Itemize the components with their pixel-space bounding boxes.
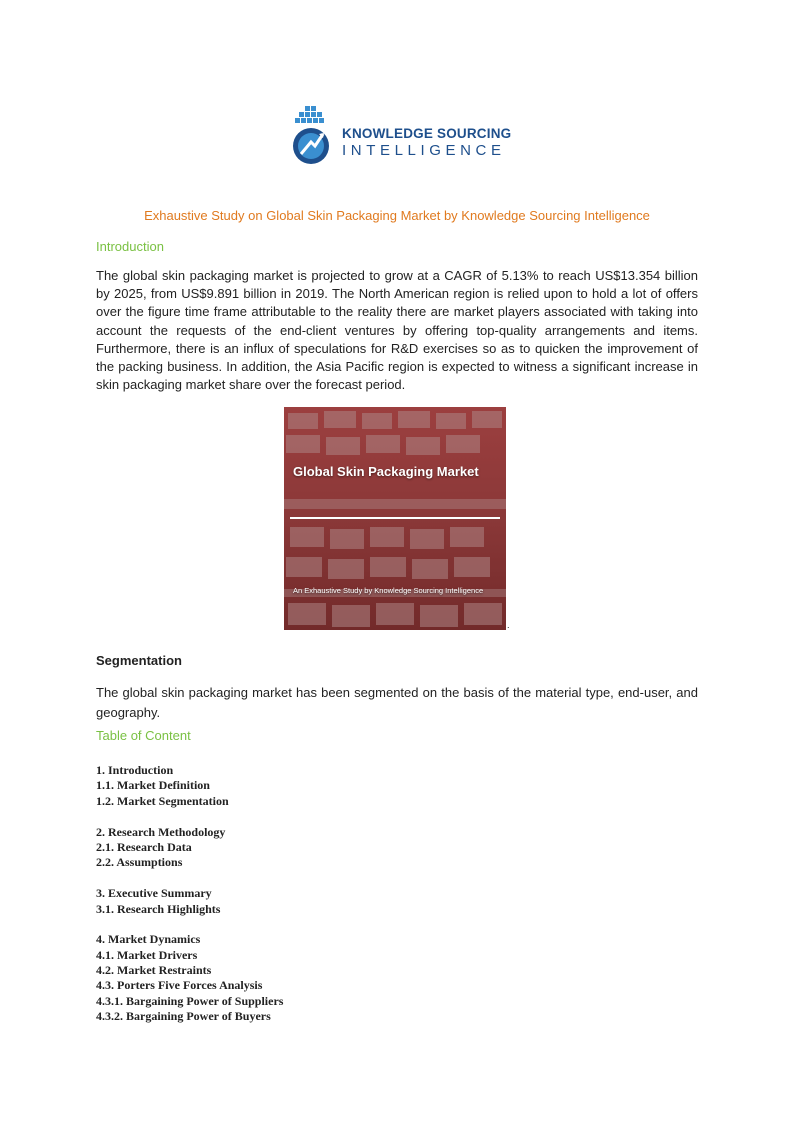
segmentation-heading: Segmentation <box>96 653 182 668</box>
toc-spacer <box>96 917 283 932</box>
trailing-dot: . <box>507 620 510 630</box>
toc-spacer <box>96 809 283 824</box>
toc-item: 2.1. Research Data <box>96 839 192 854</box>
toc-item: 3. Executive Summary <box>96 886 212 901</box>
table-of-contents <box>96 763 283 1025</box>
toc-item: 4.3.2. Bargaining Power of Buyers <box>96 1009 271 1024</box>
logo-text-line1: KNOWLEDGE SOURCING <box>342 126 512 141</box>
market-cover-image <box>284 407 506 630</box>
toc-item: 3.1. Research Highlights <box>96 901 221 916</box>
toc-item: 1.1. Market Definition <box>96 778 210 793</box>
introduction-heading: Introduction <box>96 239 164 254</box>
toc-item: 2.2. Assumptions <box>96 855 183 870</box>
toc-item: 2. Research Methodology <box>96 824 226 839</box>
toc-item: 4. Market Dynamics <box>96 932 201 947</box>
toc-item: 4.2. Market Restraints <box>96 963 212 978</box>
toc-item: 1.2. Market Segmentation <box>96 793 229 808</box>
toc-item: 1. Introduction <box>96 763 174 777</box>
cover-title: Global Skin Packaging Market <box>293 464 479 479</box>
toc-heading: Table of Content <box>96 728 191 743</box>
toc-item: 4.3. Porters Five Forces Analysis <box>96 978 263 993</box>
toc-item: 4.1. Market Drivers <box>96 947 198 962</box>
logo-text-line2: INTELLIGENCE <box>342 142 506 159</box>
toc-item: 4.3.1. Bargaining Power of Suppliers <box>96 993 284 1008</box>
document-title: Exhaustive Study on Global Skin Packaging Market by Knowledge Sourcing Intelligence <box>144 208 650 223</box>
logo-mark-icon <box>291 104 341 168</box>
toc-spacer <box>96 871 283 886</box>
cover-subtitle: An Exhaustive Study by Knowledge Sourcing Intelligence <box>293 586 484 595</box>
segmentation-paragraph: The global skin packaging market has been segmented on the basis of the material type, end-user, and geography. <box>96 685 698 720</box>
cover-divider <box>290 517 500 519</box>
company-logo <box>291 104 511 168</box>
introduction-paragraph: The global skin packaging market is projected to grow at a CAGR of 5.13% to reach US$13.354 billion by 2025, from US$9.891 billion in 2019. The North American region is relied upon to hold a lot of offers over the figure time frame attributable to the reality there are market players associated with taking into account the requests of the end-client ventures by offering top-quality arrangements and items. Furthermore, there is an influx of speculations for R&D exercises so as to quicken the improvement of the packing business. In addition, the Asia Pacific region is expected to witness a significant increase in skin packaging market share over the forecast period. <box>96 268 698 393</box>
